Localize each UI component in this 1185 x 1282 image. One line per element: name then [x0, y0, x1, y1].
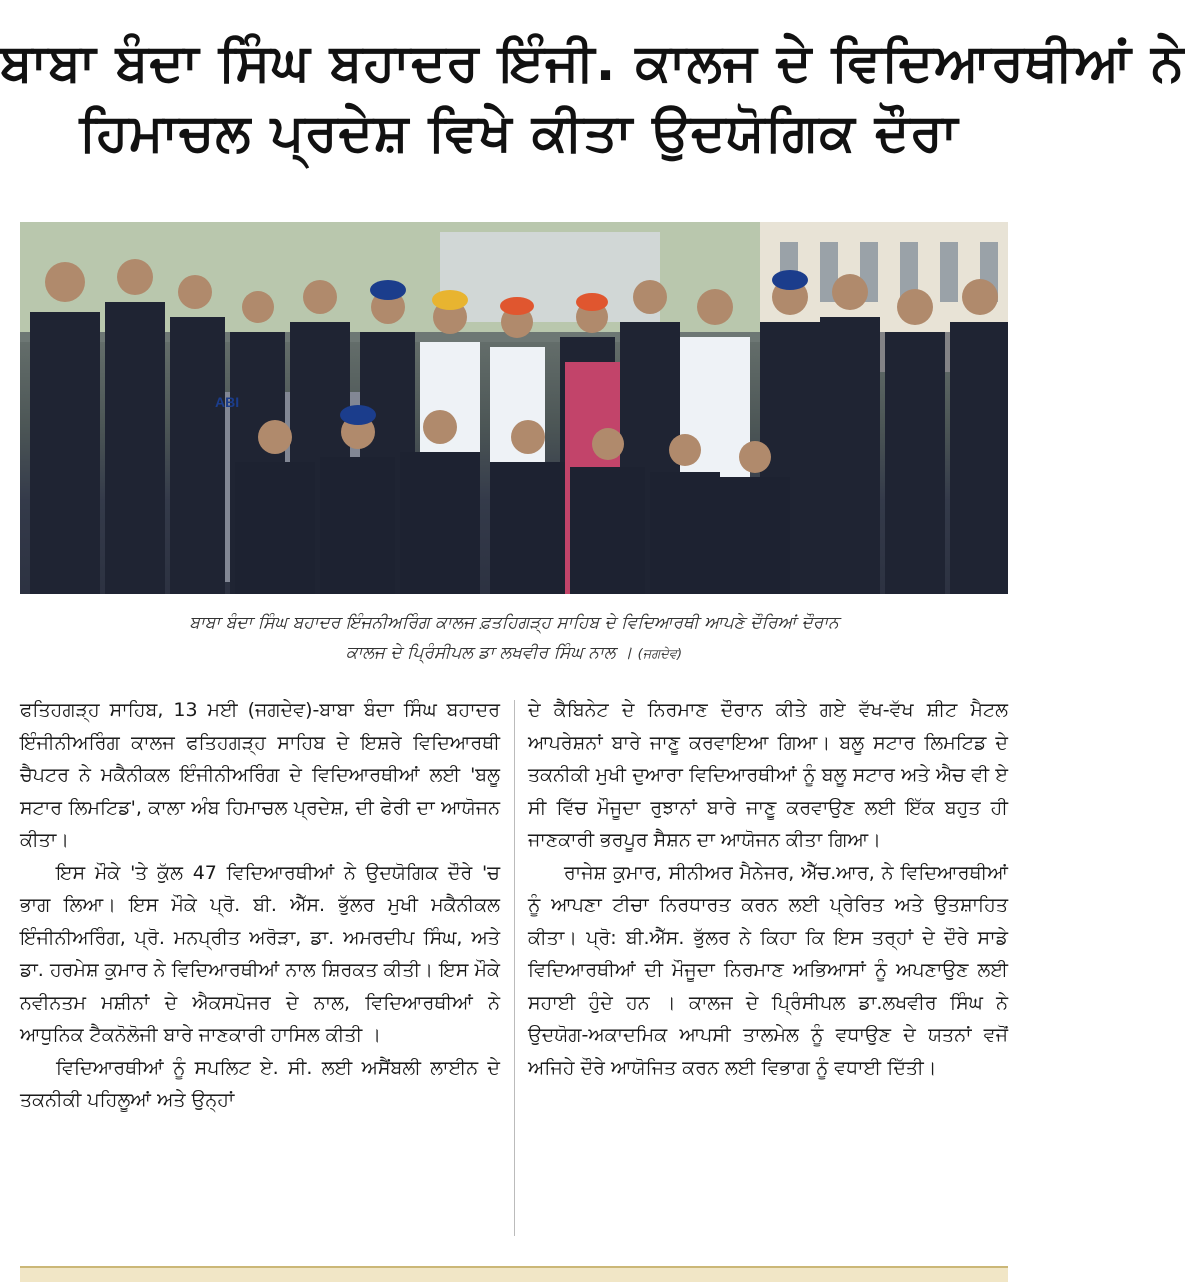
- left-paragraph-3: ਵਿਦਿਆਰਥੀਆਂ ਨੂੰ ਸਪਲਿਟ ਏ. ਸੀ. ਲਈ ਅਸੈਂਬਲੀ ਲਾਈਨ ਦੇ ਤਕਨੀਕੀ ਪਹਿਲੂਆਂ ਅਤੇ ਉਨ੍ਹਾਂ: [20, 1056, 500, 1111]
- article-body: [20, 694, 1008, 1242]
- article-column-left: [20, 694, 500, 1242]
- banner-text: ABI: [215, 394, 240, 410]
- right-paragraph-2: ਰਾਜੇਸ਼ ਕੁਮਾਰ, ਸੀਨੀਅਰ ਮੈਨੇਜਰ, ਐੱਚ.ਆਰ, ਨੇ ਵਿਦਿਆਰਥੀਆਂ ਨੂੰ ਆਪਣਾ ਟੀਚਾ ਨਿਰਧਾਰਤ ਕਰਨ ਲਈ ਪ੍ਰੇਰਿਤ ਅਤੇ ਉਤਸ਼ਾਹਿਤ ਕੀਤਾ। ਪ੍ਰੋ: ਬੀ.ਐੱਸ. ਭੁੱਲਰ ਨੇ ਕਿਹਾ ਕਿ ਇਸ ਤਰ੍ਹਾਂ ਦੇ ਦੌਰੇ ਸਾਡੇ ਵਿਦਿਆਰਥੀਆਂ ਦੀ ਮੌਜੂਦਾ ਨਿਰਮਾਣ ਅਭਿਆਸਾਂ ਨੂੰ ਅਪਣਾਉਣ ਲਈ ਸਹਾਈ ਹੁੰਦੇ ਹਨ । ਕਾਲਜ ਦੇ ਪ੍ਰਿੰਸੀਪਲ ਡਾ.ਲਖਵੀਰ ਸਿੰਘ ਨੇ ਉਦਯੋਗ-ਅਕਾਦਮਿਕ ਆਪਸੀ ਤਾਲਮੇਲ ਨੂੰ ਵਧਾਉਣ ਦੇ ਯਤਨਾਂ ਵਜੋਂ ਅਜਿਹੇ ਦੌਰੇ ਆਯੋਜਿਤ ਕਰਨ ਲਈ ਵਿਭਾਗ ਨੂੰ ਵਧਾਈ ਦਿੱਤੀ।: [528, 861, 1008, 1079]
- headline-line-2: ਹਿਮਾਚਲ ਪ੍ਰਦੇਸ਼ ਵਿਖੇ ਕੀਤਾ ਉਦਯੋਗਿਕ ਦੌਰਾ: [79, 103, 959, 163]
- caption-line-1: ਬਾਬਾ ਬੰਦਾ ਸਿੰਘ ਬਹਾਦਰ ਇੰਜਨੀਅਰਿੰਗ ਕਾਲਜ ਫ਼ਤਹਿਗੜ੍ਹ ਸਾਹਿਬ ਦੇ ਵਿਦਿਆਰਥੀ ਆਪਣੇ ਦੌਰਿਆਂ ਦੌਰਾਨ: [189, 613, 839, 633]
- headline-line-1: ਬਾਬਾ ਬੰਦਾ ਸਿੰਘ ਬਹਾਦਰ ਇੰਜੀ. ਕਾਲਜ ਦੇ ਵਿਦਿਆਰਥੀਆਂ ਨੇ: [0, 33, 1185, 93]
- right-paragraph-1: ਦੇ ਕੈਬਿਨੇਟ ਦੇ ਨਿਰਮਾਣ ਦੌਰਾਨ ਕੀਤੇ ਗਏ ਵੱਖ-ਵੱਖ ਸ਼ੀਟ ਮੈਟਲ ਆਪਰੇਸ਼ਨਾਂ ਬਾਰੇ ਜਾਣੂ ਕਰਵਾਇਆ ਗਿਆ। ਬਲੂ ਸਟਾਰ ਲਿਮਟਿਡ ਦੇ ਤਕਨੀਕੀ ਮੁਖੀ ਦੁਆਰਾ ਵਿਦਿਆਰਥੀਆਂ ਨੂੰ ਬਲੂ ਸਟਾਰ ਅਤੇ ਐਚ ਵੀ ਏ ਸੀ ਵਿੱਚ ਮੌਜੂਦਾ ਰੁਝਾਨਾਂ ਬਾਰੇ ਜਾਣੂ ਕਰਵਾਉਣ ਲਈ ਇੱਕ ਬਹੁਤ ਹੀ ਜਾਣਕਾਰੀ ਭਰਪੂਰ ਸੈਸ਼ਨ ਦਾ ਆਯੋਜਨ ਕੀਤਾ ਗਿਆ।: [528, 699, 1008, 851]
- column-divider: [514, 700, 515, 1236]
- caption-credit: (ਜਗਦੇਵ): [637, 647, 683, 662]
- article-column-right: [528, 694, 1008, 1242]
- bottom-border-strip: [20, 1266, 1008, 1282]
- headline: [0, 28, 1185, 168]
- group-photo: [20, 222, 1008, 594]
- left-paragraph-2: ਇਸ ਮੌਕੇ 'ਤੇ ਕੁੱਲ 47 ਵਿਦਿਆਰਥੀਆਂ ਨੇ ਉਦਯੋਗਿਕ ਦੌਰੇ 'ਚ ਭਾਗ ਲਿਆ। ਇਸ ਮੌਕੇ ਪ੍ਰੋ. ਬੀ. ਐੱਸ. ਭੁੱਲਰ ਮੁਖੀ ਮਕੈਨੀਕਲ ਇੰਜੀਨੀਅਰਿੰਗ, ਪ੍ਰੋ. ਮਨਪ੍ਰੀਤ ਅਰੋੜਾ, ਡਾ. ਅਮਰਦੀਪ ਸਿੰਘ, ਅਤੇ ਡਾ. ਹਰਮੇਸ਼ ਕੁਮਾਰ ਨੇ ਵਿਦਿਆਰਥੀਆਂ ਨਾਲ ਸ਼ਿਰਕਤ ਕੀਤੀ। ਇਸ ਮੌਕੇ ਨਵੀਨਤਮ ਮਸ਼ੀਨਾਂ ਦੇ ਐਕਸਪੋਜਰ ਦੇ ਨਾਲ, ਵਿਦਿਆਰਥੀਆਂ ਨੇ ਆਧੁਨਿਕ ਟੈਕਨੋਲੋਜੀ ਬਾਰੇ ਜਾਣਕਾਰੀ ਹਾਸਿਲ ਕੀਤੀ ।: [20, 861, 500, 1046]
- caption-line-2: ਕਾਲਜ ਦੇ ਪ੍ਰਿੰਸੀਪਲ ਡਾ ਲਖਵੀਰ ਸਿੰਘ ਨਾਲ ।: [345, 643, 633, 663]
- caption-line-2-wrap: [20, 638, 1008, 670]
- left-paragraph-1: ਫਤਿਹਗੜ੍ਹ ਸਾਹਿਬ, 13 ਮਈ (ਜਗਦੇਵ)-ਬਾਬਾ ਬੰਦਾ ਸਿੰਘ ਬਹਾਦਰ ਇੰਜੀਨੀਅਰਿੰਗ ਕਾਲਜ ਫਤਿਹਗੜ੍ਹ ਸਾਹਿਬ ਦੇ ਇਸ਼ਰੇ ਵਿਦਿਆਰਥੀ ਚੈਪਟਰ ਨੇ ਮਕੈਨੀਕਲ ਇੰਜੀਨੀਅਰਿੰਗ ਦੇ ਵਿਦਿਆਰਥੀਆਂ ਲਈ 'ਬਲੂ ਸਟਾਰ ਲਿਮਟਿਡ', ਕਾਲਾ ਅੰਬ ਹਿਮਾਚਲ ਪ੍ਰਦੇਸ਼, ਦੀ ਫੇਰੀ ਦਾ ਆਯੋਜਨ ਕੀਤਾ।: [20, 699, 500, 851]
- group-photo-illustration: [20, 222, 1008, 594]
- photo-caption: [20, 608, 1008, 670]
